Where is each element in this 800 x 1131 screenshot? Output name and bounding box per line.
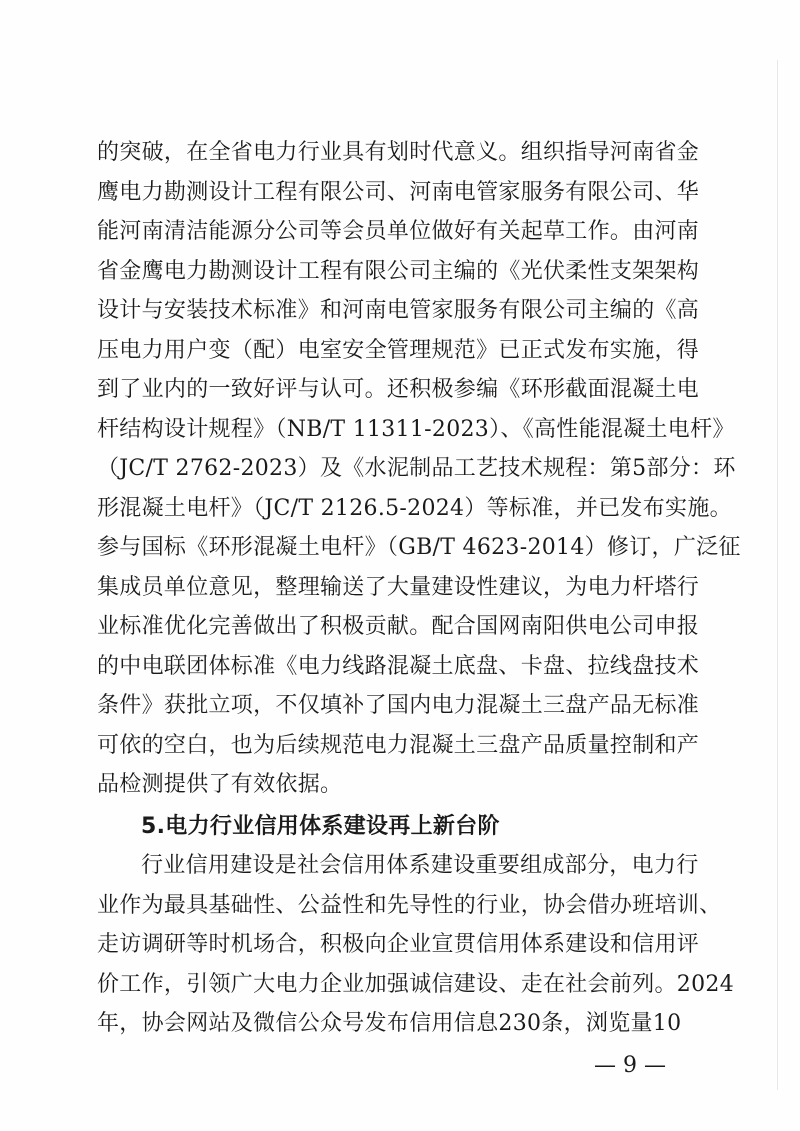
body-line: 到了业内的一致好评与认可。还积极参编《环形截面混凝土电: [97, 377, 700, 402]
body-line: 杆结构设计规程》（NB/T 11311-2023）、《高性能混凝土电杆》: [97, 416, 735, 442]
body-line: 品检测提供了有效依据。: [97, 772, 343, 797]
body-line: 鹰电力勘测设计工程有限公司、河南电管家服务有限公司、华: [97, 179, 700, 205]
page-edge-shadow: [777, 60, 778, 1090]
body-line: 集成员单位意见，整理输送了大量建设性建议，为电力杆塔行: [97, 574, 700, 600]
body-line: 的突破，在全省电力行业具有划时代意义。组织指导河南省金: [97, 140, 700, 165]
body-line: 设计与安装技术标准》和河南电管家服务有限公司主编的《高: [97, 298, 700, 323]
body-line: 业标准优化完善做出了积极贡献。配合国网南阳供电公司申报: [97, 614, 700, 639]
body-line: 省金鹰电力勘测设计工程有限公司主编的《光伏柔性支架架构: [97, 258, 700, 284]
body-line: 压电力用户变（配）电室安全管理规范》已正式发布实施，得: [97, 337, 700, 363]
section-body-line: 走访调研等时机场合，积极向企业宣贯信用体系建设和信用评: [97, 932, 700, 957]
section-body-line: 行业信用建设是社会信用体系建设重要组成部分，电力行: [141, 853, 699, 878]
body-line: 条件》获批立项，不仅填补了国内电力混凝土三盘产品无标准: [97, 693, 700, 718]
section-body-line: 年，协会网站及微信公众号发布信用信息230条，浏览量10: [97, 1011, 682, 1036]
section-body-line: 业作为最具基础性、公益性和先导性的行业，协会借办班培训、: [97, 892, 722, 918]
body-line: 形混凝土电杆》（JC/T 2126.5-2024）等标准，并已发布实施。: [97, 495, 732, 521]
body-line: 参与国标《环形混凝土电杆》（GB/T 4623-2014）修订，广泛征: [97, 535, 741, 560]
section-body-line: 价工作，引领广大电力企业加强诚信建设、走在社会前列。2024: [97, 971, 734, 997]
page-number: — 9 —: [594, 1052, 666, 1078]
body-line: 的中电联团体标准《电力线路混凝土底盘、卡盘、拉线盘技术: [97, 653, 700, 679]
body-line: （JC/T 2762-2023）及《水泥制品工艺技术规程：第5部分：环: [97, 456, 736, 481]
section-heading: 5.电力行业信用体系建设再上新台阶: [141, 813, 500, 839]
body-line: 可依的空白，也为后续规范电力混凝土三盘产品质量控制和产: [97, 732, 700, 758]
body-line: 能河南清洁能源分公司等会员单位做好有关起草工作。由河南: [97, 219, 700, 244]
